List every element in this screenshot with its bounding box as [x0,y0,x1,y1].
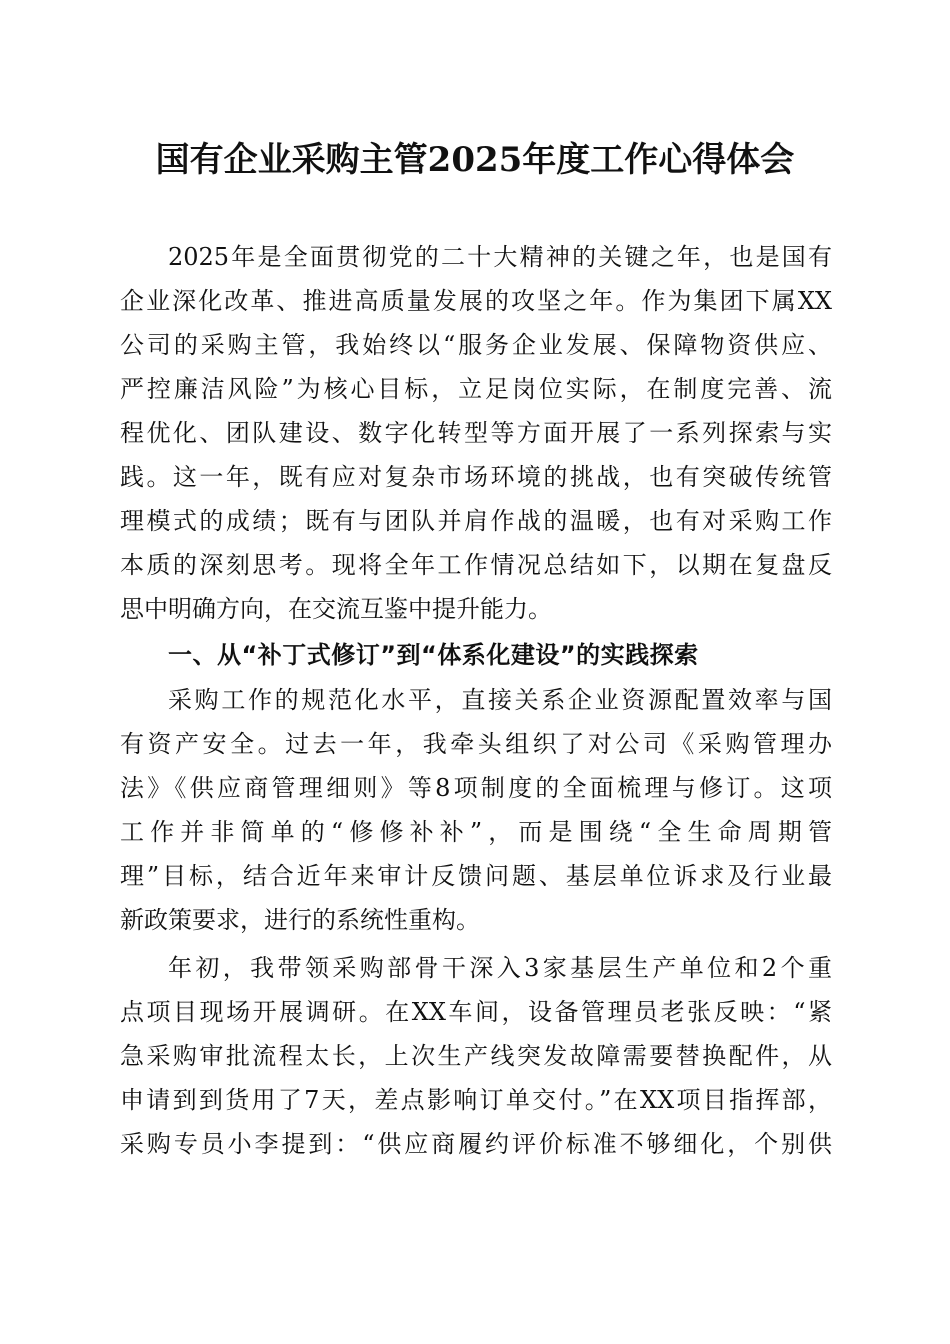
paragraph-line: 年初，我带领采购部骨干深入3家基层生产单位和2个重 [168,954,832,982]
document-title: 国有企业采购主管2025年度工作心得体会 [155,140,795,180]
section-heading: 一、从“补丁式修订”到“体系化建设”的实践探索 [168,641,699,669]
paragraph-line: 点项目现场开展调研。在XX车间，设备管理员老张反映：“紧 [120,998,832,1026]
paragraph-line: 理”目标，结合近年来审计反馈问题、基层单位诉求及行业最 [120,862,832,890]
paragraph-line: 采购工作的规范化水平，直接关系企业资源配置效率与国 [168,686,832,714]
paragraph-line: 思中明确方向，在交流互鉴中提升能力。 [120,595,552,623]
paragraph-line: 急采购审批流程太长，上次生产线突发故障需要替换配件，从 [120,1042,832,1070]
paragraph-line: 工作并非简单的“修修补补”，而是围绕“全生命周期管 [120,818,832,846]
paragraph-line: 本质的深刻思考。现将全年工作情况总结如下，以期在复盘反 [120,551,832,579]
paragraph-line: 有资产安全。过去一年，我牵头组织了对公司《采购管理办 [120,730,832,758]
paragraph-line: 申请到到货用了7天，差点影响订单交付。”在XX项目指挥部， [120,1086,832,1114]
paragraph-line: 采购专员小李提到：“供应商履约评价标准不够细化，个别供 [120,1130,832,1158]
paragraph-line: 2025年是全面贯彻党的二十大精神的关键之年，也是国有 [168,243,832,271]
paragraph-line: 新政策要求，进行的系统性重构。 [120,906,480,934]
paragraph-line: 法》《供应商管理细则》等8项制度的全面梳理与修订。这项 [120,774,832,802]
paragraph-line: 公司的采购主管，我始终以“服务企业发展、保障物资供应、 [120,331,832,359]
paragraph-line: 理模式的成绩；既有与团队并肩作战的温暖，也有对采购工作 [120,507,832,535]
paragraph-line: 程优化、团队建设、数字化转型等方面开展了一系列探索与实 [120,419,832,447]
paragraph-line: 严控廉洁风险”为核心目标，立足岗位实际，在制度完善、流 [120,375,832,403]
paragraph-line: 践。这一年，既有应对复杂市场环境的挑战，也有突破传统管 [120,463,832,491]
paragraph-line: 企业深化改革、推进高质量发展的攻坚之年。作为集团下属XX [120,287,832,315]
